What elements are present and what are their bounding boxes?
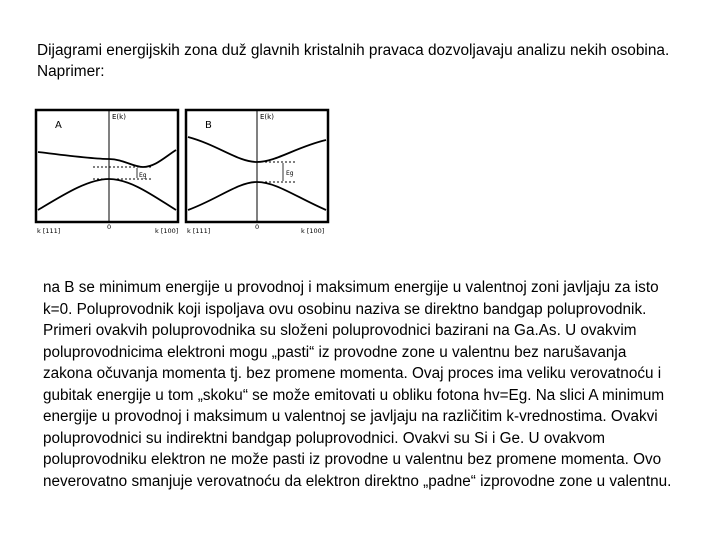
band-diagram-svg [33,107,333,239]
panel-a-gap-label: Eg [139,172,147,179]
panel-a-ylabel: E(k) [112,113,126,121]
panel-a-conduction-band [38,150,176,167]
panel-a-x-left-label: k [111] [37,227,61,235]
panel-b-ylabel: E(k) [260,113,274,121]
panel-b-x-left-label: k [111] [187,227,211,235]
body-paragraph: na B se minimum energije u provodnoj i maksimum energije u valentnoj zoni javljaju za isto k=0. Poluprovodnik koji ispoljava ovu osobinu naziva se direktno bandgap poluprovodnik. Primeri ovakvih poluprovodnika su složeni poluprovodnici bazirani na Ga.As. U ovakvim poluprovodnicima elektroni mogu „pasti“ iz provodne zone u valentnu bez narušavanja zakona očuvanja momenta tj. bez promene momenta. Ovaj proces ima veliku verovatnoću i gubitak energije u tom „skoku“ se može emitovati u obliku fotona hv=Eg. Na slici A minimum energije u provodnoj i maksimum u valentnoj se javljaju na različitim k-vrednostima. Ovakvi poluprovodnici su indirektni bandgap poluprovodnici. Ovakvi su Si i Ge. U ovakvom poluprovodniku elektron ne može pasti iz provodne u valentnu bez promene momenta. Ovo neverovatno smanjuje verovatnoću da elektron direktno „padne“ izprovodne zone u valentnu. [43,279,672,490]
panel-b-letter: B [205,120,212,131]
panel-a-valence-band [38,179,176,210]
panel-b-gap-label: Eg [286,170,294,177]
panel-b [186,110,328,235]
panel-a [36,110,178,235]
band-diagram-figure [33,107,333,239]
panel-a-x-right-label: k [100] [155,227,179,235]
panel-a-x-zero-label: 0 [107,223,112,231]
intro-paragraph: Dijagrami energijskih zona duž glavnih kristalnih pravaca dozvoljavaju analizu nekih osobina. Naprimer: [37,42,670,80]
panel-a-letter: A [55,120,62,131]
panel-b-x-right-label: k [100] [301,227,325,235]
panel-b-x-zero-label: 0 [255,223,260,231]
